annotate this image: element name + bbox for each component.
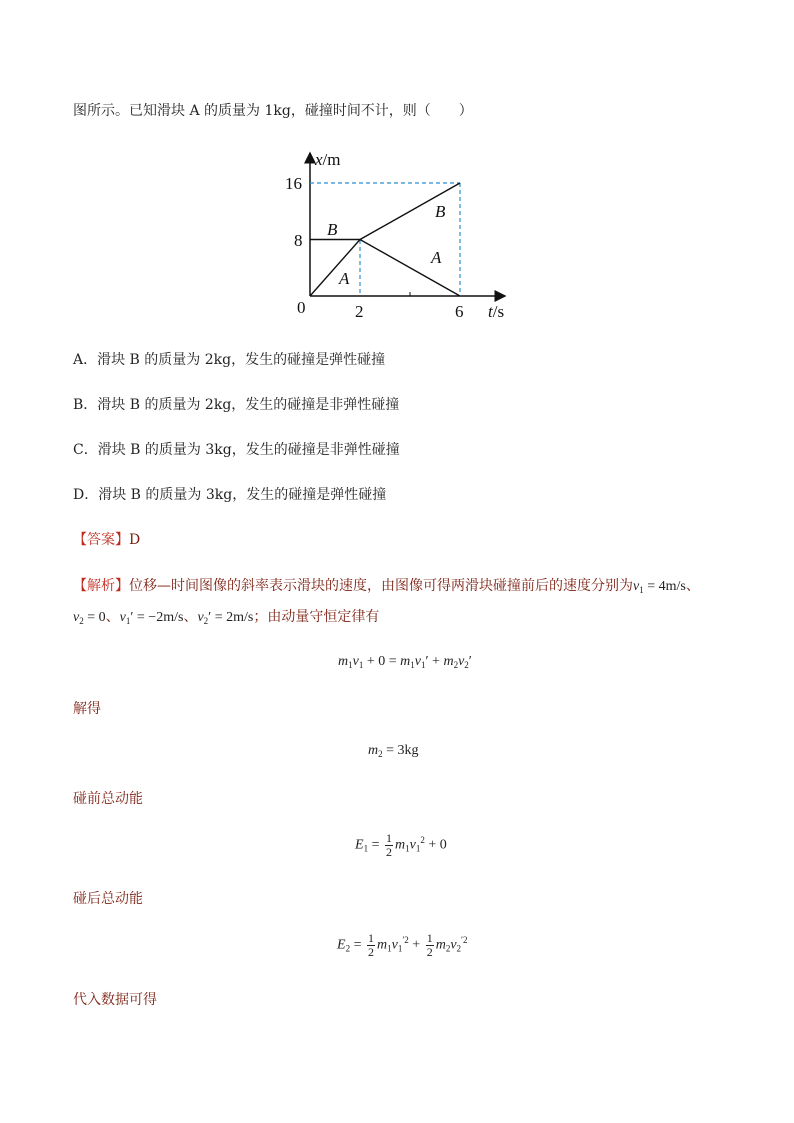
x-tick-label-0: 0: [297, 298, 306, 317]
kinetic-energy-after: $E_2$ = $\frac{1}{2}$ $m_1v_1^{'2}$ + $\frac{1}{2}$ $m_2v_2^{'2}$: [337, 931, 468, 959]
series-label-a-right: A: [431, 248, 442, 267]
x-tick-label-6: 6: [455, 302, 464, 321]
y-tick-label-8: 8: [294, 231, 303, 250]
step-before: 碰前总动能: [73, 791, 143, 807]
x-tick-label-2: 2: [355, 302, 364, 321]
analysis-line-1: 【解析】位移—时间图像的斜率表示滑块的速度，由图像可得两滑块碰撞前后的速度分别为$v_1 = 4m/s$、: [73, 578, 700, 595]
analysis-text-1: 位移—时间图像的斜率表示滑块的速度，由图像可得两滑块碰撞前后的速度分别为: [129, 578, 633, 594]
analysis-text-2: ；由动量守恒定律有: [253, 609, 380, 625]
answer-line: [73, 530, 140, 550]
answer-value: D: [129, 532, 141, 548]
option-a: A．滑块 B 的质量为 2kg，发生的碰撞是弹性碰撞: [73, 352, 386, 368]
v1p-value: = −2m/s: [136, 610, 184, 625]
series-label-a-lower: A: [339, 269, 350, 288]
analysis-sep-3: 、: [183, 609, 198, 625]
analysis-sep-1: 、: [685, 578, 700, 594]
analysis-line-2: $v_2 = 0$、$v_1' = -2m/s$、$v_2' = 2m/s$；由动量守恒定律有: [73, 609, 380, 626]
answer-label: 【答案】: [73, 532, 129, 548]
analysis-label: 【解析】: [73, 578, 129, 594]
option-d: D．滑块 B 的质量为 3kg，发生的碰撞是弹性碰撞: [73, 487, 387, 503]
m2-result: $m_2 = 3kg$: [368, 743, 419, 759]
m2-value: = 3kg: [386, 743, 419, 758]
xt-graph: [285, 145, 525, 330]
step-substitute: 代入数据可得: [73, 992, 157, 1008]
v2-value: = 0: [87, 610, 106, 625]
option-c: C．滑块 B 的质量为 3kg，发生的碰撞是非弹性碰撞: [73, 442, 400, 458]
series-label-b-right: B: [435, 202, 446, 221]
question-stem: 图所示。已知滑块 A 的质量为 1kg，碰撞时间不计，则（ ）: [73, 103, 473, 119]
step-solve: 解得: [73, 701, 101, 717]
x-axis-label: t/s: [488, 302, 505, 321]
series-label-b-upper: B: [327, 220, 338, 239]
analysis-sep-2: 、: [105, 609, 120, 625]
option-b: B．滑块 B 的质量为 2kg，发生的碰撞是非弹性碰撞: [73, 397, 400, 413]
y-tick-label-16: 16: [285, 174, 302, 193]
y-axis-label: x/m: [315, 150, 341, 169]
v1-value: = 4m/s: [647, 579, 686, 594]
v2p-value: = 2m/s: [214, 610, 254, 625]
step-after: 碰后总动能: [73, 891, 143, 907]
momentum-equation: $m_1v_1 + 0 = m_1v_1' + m_2v_2'$: [338, 654, 472, 670]
kinetic-energy-before: $E_1$ = $\frac{1}{2}$ $m_1v_1^2 + 0$: [355, 831, 447, 859]
